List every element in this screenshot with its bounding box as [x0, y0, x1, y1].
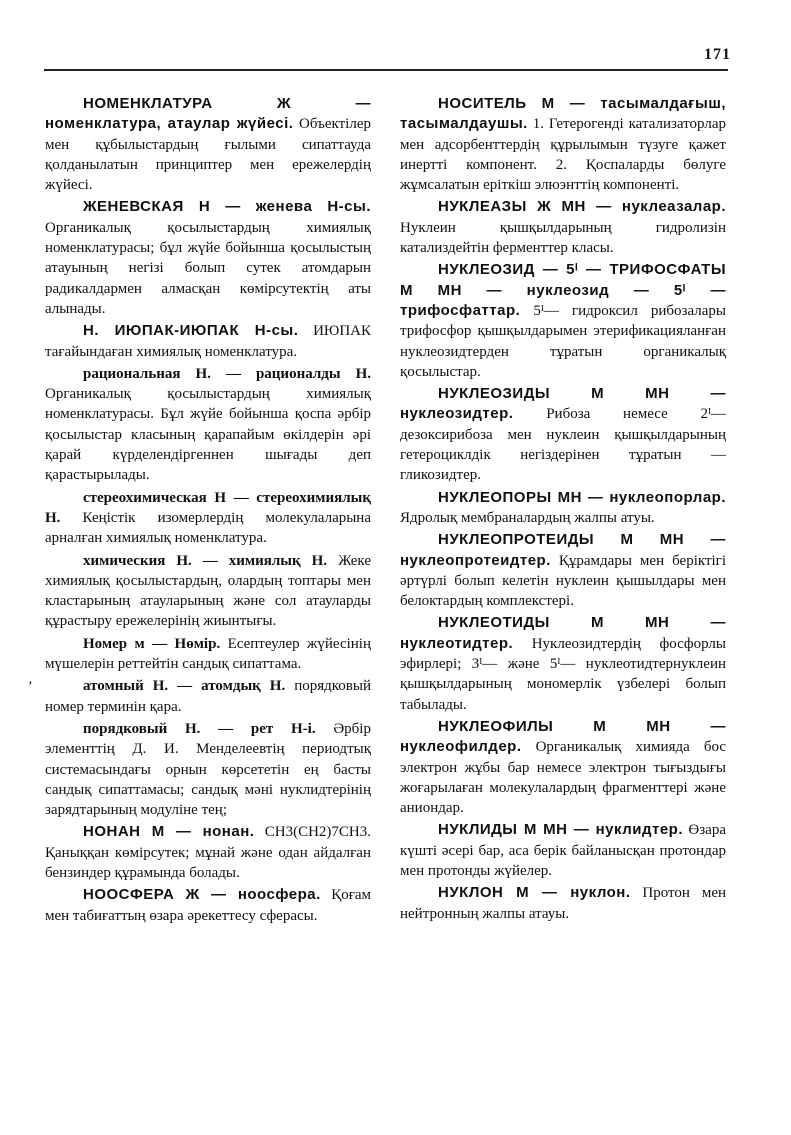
entry-definition: Есептеулер жүйесінің мүшелерін реттейтін сандық сипаттама. — [45, 635, 372, 673]
entry-racionalnaya — [45, 364, 371, 486]
entry-nukleofily — [400, 717, 726, 818]
entry-definition: Қоғам мен табиғаттың өзара әрекеттесу сферасы. — [45, 887, 371, 924]
entry-headword: порядковый Н. — рет Н-і. — [83, 720, 316, 737]
entry-noosfera — [45, 885, 371, 926]
entry-headword: ЖЕНЕВСКАЯ Н — женева Н-сы. — [83, 198, 371, 216]
entry-headword: Н. ИЮПАК-ИЮПАК Н-сы. — [83, 322, 299, 340]
entry-headword: НУКЛОН М — нуклон. — [438, 884, 631, 902]
entry-nukleopory — [400, 488, 726, 529]
entry-stereohim — [45, 488, 371, 549]
entry-definition: Нуклеин қышқылдарының гидролизін катализдейтін ферменттер класы. — [400, 219, 726, 257]
entry-iupac — [45, 321, 371, 362]
entry-definition: CH3(CH2)7CH3. Қаныққан көмірсутек; мұнай және одан айдалған бензиндер құрамында болады. — [45, 824, 371, 881]
entry-definition: Құрамдары мен беріктігі әртүрлі болып келетін нуклеин қышылдары мен белоктардың комплекстері. — [400, 552, 726, 610]
entry-headword: НОНАН М — нонан. — [83, 823, 255, 841]
entry-definition: 5ᴵ— гидроксил рибозалары трифосфор қышқылдарымен этерификацияланған нуклеозидтерден тұратын органикалық қосылыстар. — [400, 302, 726, 380]
entry-headword: стереохимическая Н — стереохимиялық Н. — [45, 489, 371, 526]
entry-headword: НУКЛЕОПРОТЕИДЫ М МН — нуклеопротеидтер. — [400, 531, 726, 569]
entry-nuklidy — [400, 820, 726, 881]
entry-definition: Ядролық мембраналардың жалпы атуы. — [400, 509, 655, 526]
entry-definition: Әрбір элементтің Д. И. Менделеевтің периодтық системасындағы орнын көрсететін ең басты сандық сипаттамасы; сандық мәні нуклидтерінің зарядтарының модуліне тең; — [45, 720, 371, 819]
header-rule — [44, 69, 728, 71]
right-column — [400, 94, 726, 926]
entry-definition: Жеке химиялық қосылыстардың, олардың топтары мен кластарының атауларының және сол атауларды құрастыру ережелерінің жиынтығы. — [45, 552, 371, 630]
entry-nukleoproteidy — [400, 530, 726, 611]
entry-definition: 1. Гетерогенді катализаторлар мен адсорбенттердің құрылымын түзуге қажет инертті компонент. 2. Қоспаларды бөлуге жұмсалатын еріткіш элюэнттің компоненті. — [400, 116, 726, 194]
entry-nonan — [45, 822, 371, 883]
entry-poryadkovy — [45, 719, 371, 820]
entry-zhenevskaya — [45, 197, 371, 319]
entry-definition: Өзара күшті әсері бар, аса берік байланысқан протондар мен протонды жүйелер. — [400, 822, 726, 879]
entry-himicheskaya — [45, 551, 371, 632]
entry-definition: Рибоза немесе 2ᴵ— дезоксирибоза мен нуклеин қышқылдарының гетероциклдік негіздерінен тұратын — гликозидтер. — [400, 406, 726, 484]
entry-headword: НОСИТЕЛЬ М — тасымалдағыш, тасымалдаушы. — [400, 95, 726, 133]
entry-headword: атомный Н. — атомдық Н. — [83, 678, 286, 695]
entry-definition: Кеңістік изомерлердің молекулаларына арналған химиялық номенклатура. — [45, 509, 371, 547]
entry-nomer — [45, 634, 371, 675]
entry-nukleotidy — [400, 613, 726, 714]
entry-definition: Органикалық қосылыстардың химиялық номенклатурасы; бұл жүйе бойынша қосылыстың атауының негізі болып сутек атомдарын радикалдармен алмасқан көмірсутектің аты алынады. — [45, 219, 371, 317]
entry-headword: НООСФЕРА Ж — ноосфера. — [83, 886, 321, 904]
entry-nukleazy — [400, 197, 726, 258]
entry-definition: Органикалық химияда бос электрон жұбы бар немесе электрон тығыздығы жоғарылаған молекулалардың фрагменттері және аниондар. — [400, 739, 726, 817]
entry-headword: НУКЛИДЫ М МН — нуклидтер. — [438, 821, 684, 839]
entry-definition: Объектілер мен құбылыстардың ғылыми сипаттауда қолданылатын принциптер мен ережелердің жүйесі. — [45, 116, 371, 194]
entry-headword: НУКЛЕОФИЛЫ М МН — нуклеофилдер. — [400, 717, 726, 756]
entry-headword: НОМЕНКЛАТУРА Ж — номенклатура, атаулар жүйесі. — [45, 95, 371, 133]
entry-headword: НУКЛЕОПОРЫ МН — нуклеопорлар. — [438, 488, 726, 506]
entry-headword: Номер м — Нөмір. — [83, 635, 221, 652]
entry-headword: НУКЛЕАЗЫ Ж МН — нуклеазалар. — [438, 198, 726, 216]
margin-mark: ‚ — [28, 672, 33, 687]
entry-headword: НУКЛЕОЗИДЫ М МН — нуклеозидтер. — [400, 385, 726, 423]
entry-definition: ИЮПАК тағайындаған химиялық номенклатура. — [45, 323, 371, 360]
left-column — [45, 94, 371, 928]
entry-definition: Органикалық қосылыстардың химиялық номенклатурасы. Бұл жүйе бойынша қоспа әрбір қосылыстар класының қарапайым өкілдерін әрі қарай күрделендіргеннен шығады деп қарастырылады. — [45, 386, 371, 484]
entry-nukleozidy — [400, 384, 726, 485]
entry-headword: НУКЛЕОЗИД — 5ᴵ — ТРИФОСФАТЫ М МН — нуклеозид — 5ᴵ — трифосфаттар. — [400, 261, 726, 319]
entry-nuklon — [400, 883, 726, 924]
entry-definition: Протон мен нейтронның жалпы атауы. — [400, 885, 726, 922]
entry-headword: НУКЛЕОТИДЫ М МН — нуклеотидтер. — [400, 614, 726, 652]
entry-nukleozid-trifosfaty — [400, 260, 726, 382]
entry-nomenklatura — [45, 94, 371, 195]
entry-nositel — [400, 94, 726, 195]
entry-atomny — [45, 676, 371, 717]
entry-headword: рациональная Н. — рационалды Н. — [83, 365, 371, 382]
entry-definition: порядковый номер терминін қара. — [45, 678, 371, 715]
page-number: 171 — [704, 46, 731, 63]
entry-headword: химическия Н. — химиялық Н. — [83, 552, 328, 569]
entry-definition: Нуклеозидтердің фосфорлы эфирлері; 3ᴵ— және 5ᴵ— нуклеотидтернуклеин қышқылдарының мономерлік үзбелері болып табылады. — [400, 635, 726, 713]
